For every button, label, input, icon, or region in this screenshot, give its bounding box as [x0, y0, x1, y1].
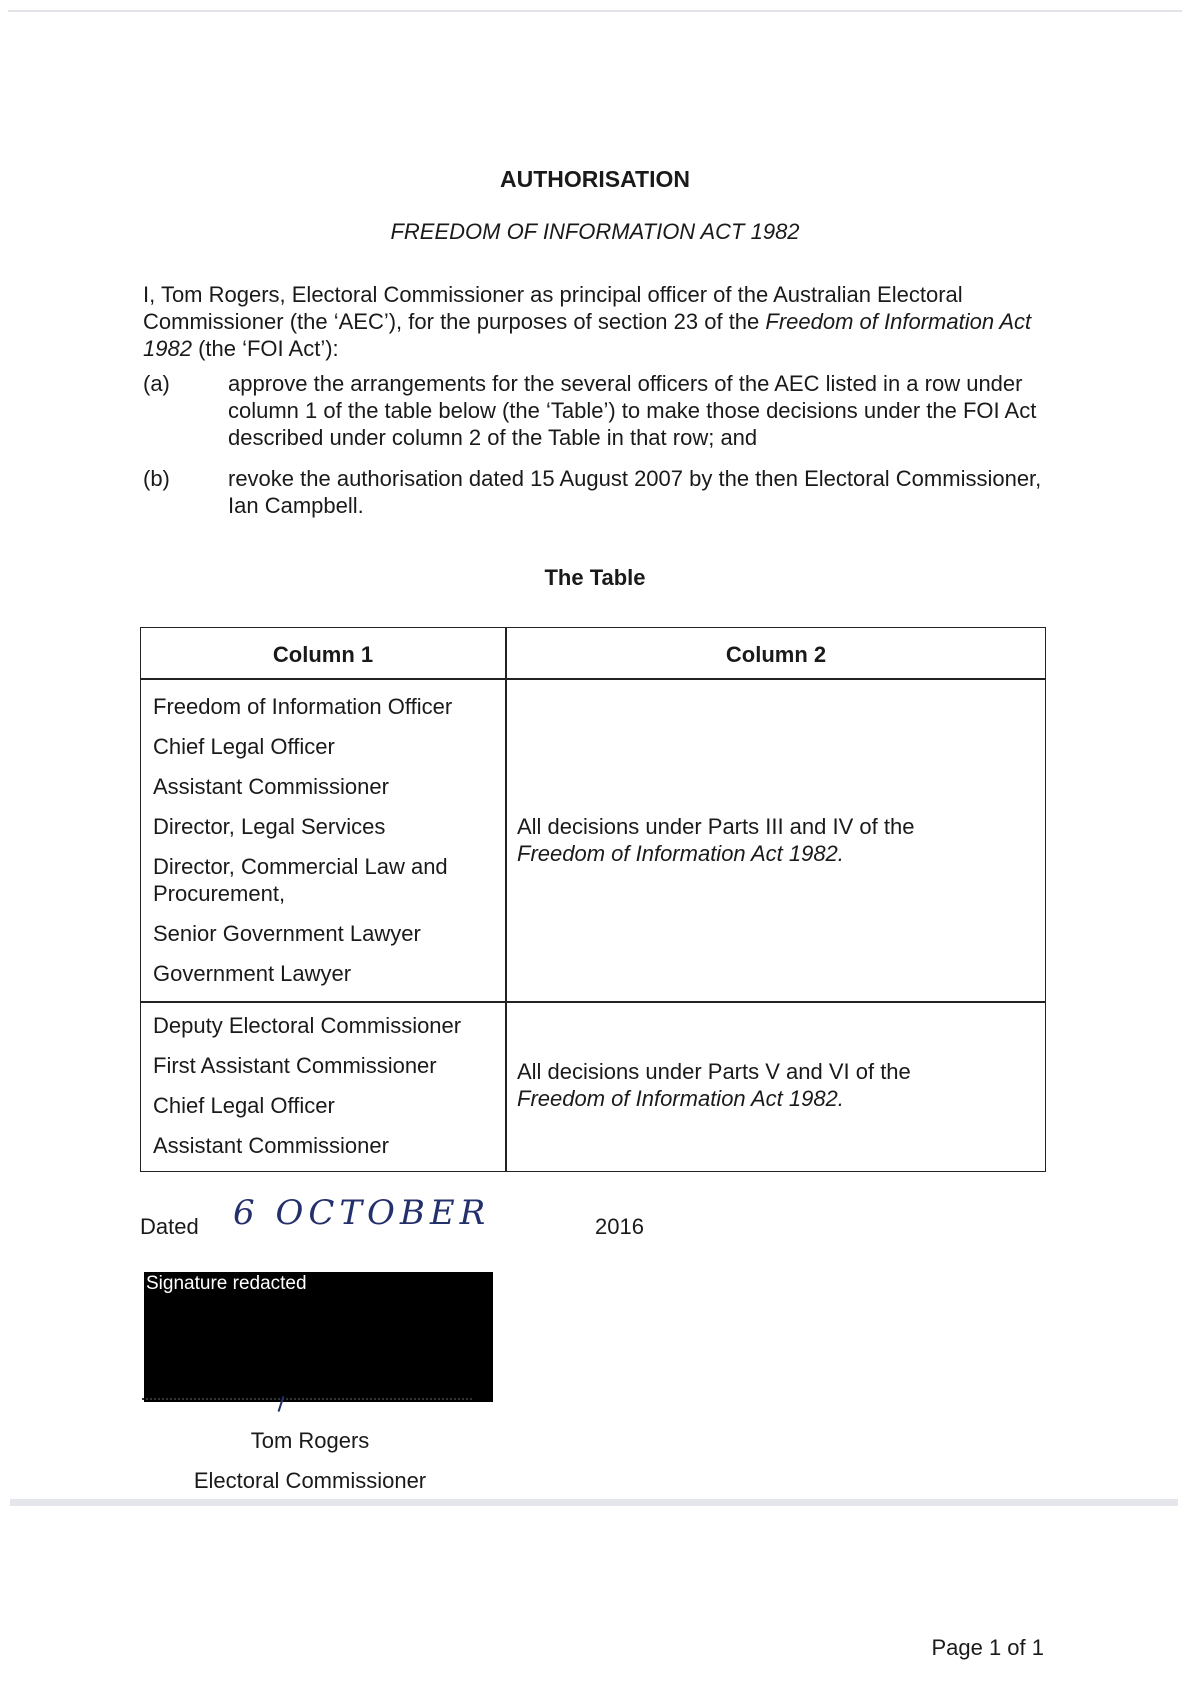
officer-item: Director, Legal Services: [153, 814, 386, 839]
signatory-role: Electoral Commissioner: [193, 1468, 427, 1493]
officer-item: Assistant Commissioner: [153, 1133, 389, 1158]
officer-item: Assistant Commissioner: [153, 774, 389, 799]
row-1-officers: [153, 693, 498, 1000]
scan-edge-top: [8, 10, 1182, 12]
officer-item: Chief Legal Officer: [153, 734, 335, 759]
document-title: AUTHORISATION: [500, 166, 690, 192]
officer-item: Director, Commercial Law and Procurement,: [153, 854, 448, 906]
intro-paragraph: [143, 281, 1063, 362]
clause-a: [143, 370, 1063, 451]
column-1-header: Column 1: [272, 642, 374, 667]
clause-b: [143, 465, 1063, 519]
clause-marker: (b): [143, 466, 170, 491]
officer-item: Deputy Electoral Commissioner: [153, 1013, 462, 1038]
decision-act: Freedom of Information Act 1982.: [517, 841, 844, 866]
clause-marker: (a): [143, 371, 170, 396]
dated-year: 2016: [595, 1214, 644, 1239]
row-1-decision: [517, 813, 1037, 867]
table-header-divider: [141, 678, 1045, 680]
signature-redaction-box: [144, 1272, 493, 1402]
clause-text: approve the arrangements for the several officers of the AEC listed in a row under column 1 of the table below (the ‘Table’) to make those decisions under the FOI Act described under column 2 of the Table in that row; and: [228, 371, 1037, 450]
table-title: The Table: [544, 565, 646, 590]
page-number: Page 1 of 1: [931, 1635, 1044, 1660]
authorisation-table: [140, 627, 1046, 1172]
handwritten-date: 6 OCTOBER: [233, 1193, 491, 1233]
signatory-name: Tom Rogers: [250, 1428, 370, 1453]
officer-item: Freedom of Information Officer: [153, 694, 453, 719]
dated-label: Dated: [140, 1214, 199, 1239]
intro-text-1: I, Tom Rogers, Electoral Commissioner as principal officer of the Australian Electoral Commissioner (the ‘AEC’), for the purposes of section 23 of the: [143, 282, 963, 334]
table-column-divider: [505, 628, 507, 1171]
officer-item: Senior Government Lawyer: [153, 921, 421, 946]
redaction-label: Signature redacted: [146, 1273, 307, 1294]
clause-text: revoke the authorisation dated 15 August 2007 by the then Electoral Commissioner, Ian Campbell.: [228, 466, 1042, 518]
intro-text-2: (the ‘FOI Act’):: [191, 336, 339, 361]
signature-line: [142, 1398, 472, 1400]
row-2-officers: [153, 1012, 498, 1172]
decision-text: All decisions under Parts V and VI of the: [517, 1059, 911, 1084]
officer-item: Government Lawyer: [153, 961, 352, 986]
decision-text: All decisions under Parts III and IV of the: [517, 814, 915, 839]
column-2-header: Column 2: [725, 642, 827, 667]
decision-act: Freedom of Information Act 1982.: [517, 1086, 844, 1111]
table-row-divider: [141, 1001, 1045, 1003]
row-2-decision: [517, 1058, 1037, 1112]
scan-edge-bottom: [10, 1499, 1178, 1506]
officer-item: Chief Legal Officer: [153, 1093, 335, 1118]
intro-act-name: Freedom of Information Act 1982: [143, 309, 1032, 361]
document-subtitle: FREEDOM OF INFORMATION ACT 1982: [390, 219, 800, 244]
officer-item: First Assistant Commissioner: [153, 1053, 437, 1078]
